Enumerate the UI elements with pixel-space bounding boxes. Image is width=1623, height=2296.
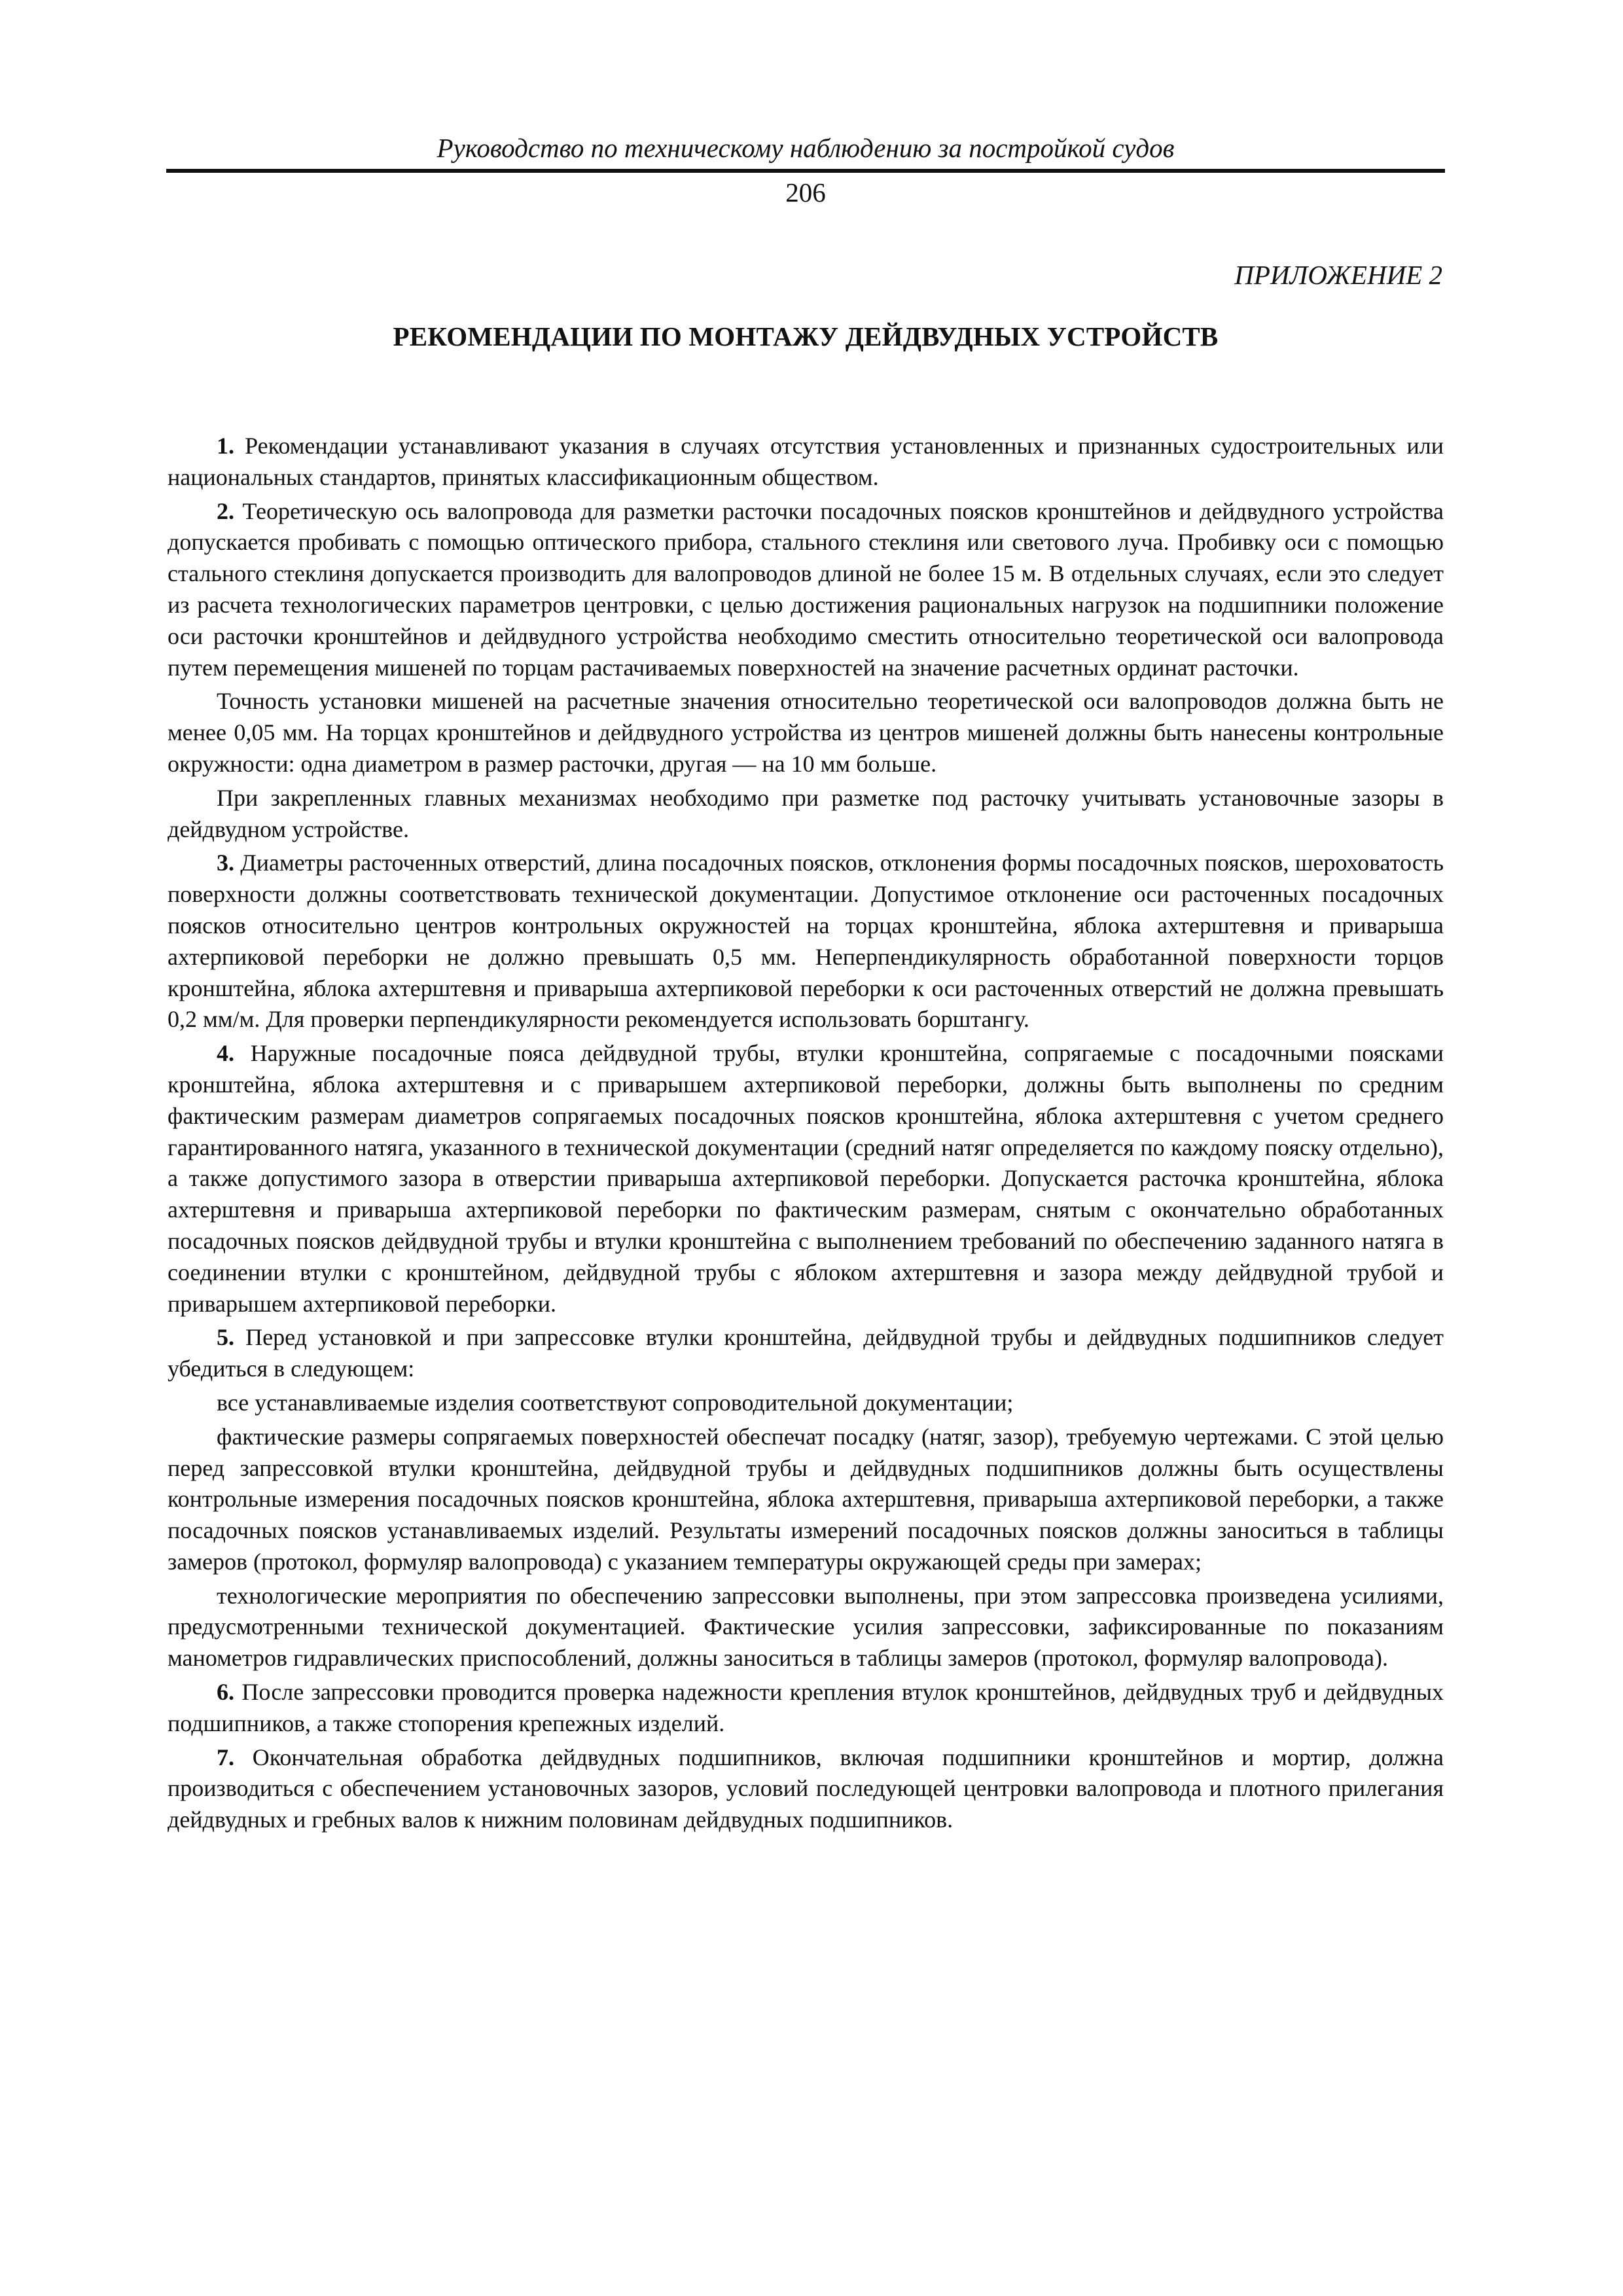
paragraph-text: Окончательная обработка дейдвудных подшипников, включая подшипники кронштейнов и мортир, должна производиться с обеспечением установочных зазоров, условий последующей центровки валопровода и плотного прилегания дейдвудных и гребных валов к нижним половинам дейдвудных подшипников. — [168, 1744, 1444, 1833]
paragraph — [168, 686, 1444, 780]
paragraph-number: 5. — [217, 1324, 234, 1351]
document-body — [168, 431, 1444, 1836]
paragraph-text: технологические мероприятия по обеспечению запрессовки выполнены, при этом запрессовка произведена усилиями, предусмотренными технической документацией. Фактические усилия запрессовки, зафиксированные по показаниям манометров гидравлических приспособлений, должны заноситься в таблицы замеров (протокол, формуляр валопровода). — [168, 1582, 1444, 1672]
list-paragraph — [168, 1388, 1444, 1419]
paragraph-text: Теоретическую ось валопровода для разметки расточки посадочных поясков кронштейнов и дейдвудного устройства допускается пробивать с помощью оптического прибора, стального стеклиня или светового луча. Пробивку оси с помощью стального стеклиня допускается производить для валопроводов длиной не более 15 м. В отдельных случаях, если это следует из расчета технологических параметров центровки, с целью достижения рациональных нагрузок на подшипники положение оси расточки кронштейнов и дейдвудного устройства необходимо сместить относительно теоретической оси валопровода путем перемещения мишеней по торцам растачиваемых поверхностей на значение расчетных ординат расточки. — [168, 497, 1444, 681]
list-paragraph — [168, 1581, 1444, 1674]
paragraph-text: все устанавливаемые изделия соответствуют сопроводительной документации; — [217, 1389, 1014, 1416]
paragraph-text: Диаметры расточенных отверстий, длина посадочных поясков, отклонения формы посадочных поясков, шероховатость поверхности должны соответствовать технической документации. Допустимое отклонение оси расточенных посадочных поясков относительно центров контрольных окружностей на торцах кронштейна, яблока ахтерштевня и приварыша ахтерпиковой переборки не должно превышать 0,5 мм. Неперпендикулярность обработанной поверхности торцов кронштейна, яблока ахтерштевня и приварыша ахтерпиковой переборки к оси расточенных отверстий не должна превышать 0,2 мм/м. Для проверки перпендикулярности рекомендуется использовать борштангу. — [168, 850, 1444, 1033]
paragraph — [168, 1038, 1444, 1319]
paragraph-text: После запрессовки проводится проверка надежности крепления втулок кронштейнов, дейдвудных труб и дейдвудных подшипников, а также стопорения крепежных изделий. — [168, 1679, 1444, 1736]
paragraph — [168, 783, 1444, 846]
header-rule — [166, 169, 1445, 173]
paragraph-number: 6. — [217, 1679, 234, 1706]
paragraph-text: фактические размеры сопрягаемых поверхностей обеспечат посадку (натяг, зазор), требуемую чертежами. С этой целью перед запрессовкой втулки кронштейна, дейдвудной трубы и дейдвудных подшипников должны быть осуществлены контрольные измерения посадочных поясков кронштейна, яблока ахтерштевня, приварыша ахтерпиковой переборки, а также посадочных поясков устанавливаемых изделий. Результаты измерений посадочных поясков должны заноситься в таблицы замеров (протокол, формуляр валопровода) с указанием температуры окружающей среды при замерах; — [168, 1423, 1444, 1575]
paragraph — [168, 496, 1444, 684]
paragraph-number: 2. — [217, 497, 234, 524]
paragraph-text: При закрепленных главных механизмах необходимо при разметке под расточку учитывать установочные зазоры в дейдвудном устройстве. — [168, 784, 1444, 842]
paragraph-number: 7. — [217, 1744, 234, 1770]
paragraph-text: Перед установкой и при запрессовке втулки кронштейна, дейдвудной трубы и дейдвудных подшипников следует убедиться в следующем: — [168, 1324, 1444, 1382]
paragraph — [168, 1322, 1444, 1385]
paragraph — [168, 431, 1444, 493]
paragraph — [168, 848, 1444, 1035]
paragraph-number: 1. — [217, 433, 234, 459]
paragraph-number: 4. — [217, 1040, 234, 1067]
paragraph-number: 3. — [217, 850, 234, 876]
paragraph-text: Наружные посадочные пояса дейдвудной трубы, втулки кронштейна, сопрягаемые с посадочными поясками кронштейна, яблока ахтерштевня и с приварышем ахтерпиковой переборки, должны быть выполнены по средним фактическим размерам диаметров сопрягаемых посадочных поясков кронштейна, яблока ахтерштевня с учетом среднего гарантированного натяга, указанного в технической документации (средний натяг определяется по каждому пояску отдельно), а также допустимого зазора в отверстии приварыша ахтерпиковой переборки. Допускается расточка кронштейна, яблока ахтерштевня и приварыша ахтерпиковой переборки по фактическим размерам, снятым с окончательно обработанных посадочных поясков дейдвудной трубы и втулки кронштейна с выполнением требований по обеспечению заданного натяга в соединении втулки с кронштейном, дейдвудной трубы с яблоком ахтерштевня и зазора между дейдвудной трубой и приварышем ахтерпиковой переборки. — [168, 1040, 1444, 1317]
paragraph-text: Рекомендации устанавливают указания в случаях отсутствия установленных и признанных судостроительных или национальных стандартов, принятых классификационным обществом. — [168, 433, 1444, 490]
list-paragraph — [168, 1422, 1444, 1578]
page-number: 206 — [785, 177, 826, 207]
paragraph — [168, 1677, 1444, 1740]
document-page — [168, 131, 1444, 1839]
paragraph-text: Точность установки мишеней на расчетные значения относительно теоретической оси валопроводов должна быть не менее 0,05 мм. На торцах кронштейнов и дейдвудного устройства из центров мишеней должны быть нанесены контрольные окружности: одна диаметром в размер расточки, другая — на 10 мм больше. — [168, 688, 1444, 777]
document-title: РЕКОМЕНДАЦИИ ПО МОНТАЖУ ДЕЙДВУДНЫХ УСТРОЙСТВ — [393, 321, 1219, 351]
paragraph — [168, 1742, 1444, 1836]
appendix-label: ПРИЛОЖЕНИЕ 2 — [1234, 260, 1442, 290]
running-header: Руководство по техническому наблюдению за постройкой судов — [437, 133, 1175, 163]
